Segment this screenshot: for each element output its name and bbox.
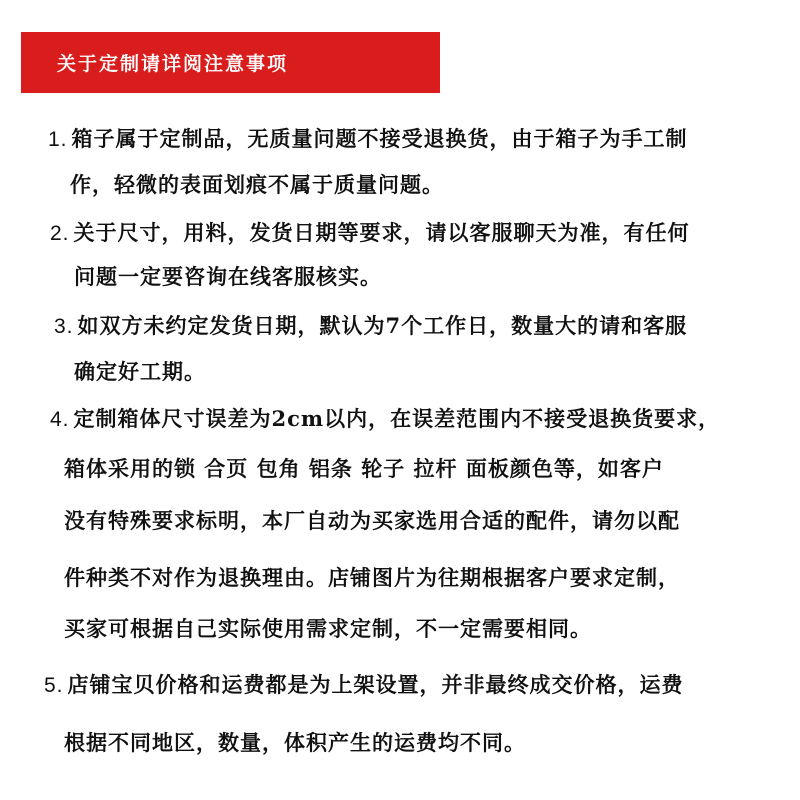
note-4-line-2: 箱体采用的锁 合页 包角 铝条 轮子 拉杆 面板颜色等，如客户 <box>64 456 664 481</box>
note-3-line-1: 3. 如双方未约定发货日期，默认为7个工作日，数量大的请和客服 <box>54 313 688 338</box>
note-5-number: 5. <box>44 674 64 697</box>
note-2-line-2: 问题一定要咨询在线客服核实。 <box>74 264 382 289</box>
note-1-number: 1. <box>48 128 68 151</box>
note-3-line-2: 确定好工期。 <box>74 359 206 384</box>
note-5-line-1: 5. 店铺宝贝价格和运费都是为上架设置，并非最终成交价格，运费 <box>44 672 684 697</box>
header-banner <box>21 32 440 93</box>
note-4-number: 4. <box>50 408 70 431</box>
note-4-line-5: 买家可根据自己实际使用需求定制，不一定需要相同。 <box>64 616 592 641</box>
note-2-line-1: 2. 关于尺寸，用料，发货日期等要求，请以客服聊天为准，有任何 <box>50 220 690 245</box>
note-1-line-2: 作，轻微的表面划痕不属于质量问题。 <box>70 172 444 197</box>
page-title: 关于定制请详阅注意事项 <box>57 53 289 75</box>
note-2-number: 2. <box>50 222 70 245</box>
note-4-line-3: 没有特殊要求标明，本厂自动为买家选用合适的配件，请勿以配 <box>64 508 680 533</box>
note-1-line-1: 1. 箱子属于定制品，无质量问题不接受退换货，由于箱子为手工制 <box>48 126 688 151</box>
note-4-line-1: 4. 定制箱体尺寸误差为2cm以内，在误差范围内不接受退换货要求， <box>50 406 721 431</box>
note-4-line-4: 件种类不对作为退换理由。店铺图片为往期根据客户要求定制， <box>64 565 680 590</box>
note-3-number: 3. <box>54 315 74 338</box>
note-5-line-2: 根据不同地区，数量，体积产生的运费均不同。 <box>64 730 526 755</box>
